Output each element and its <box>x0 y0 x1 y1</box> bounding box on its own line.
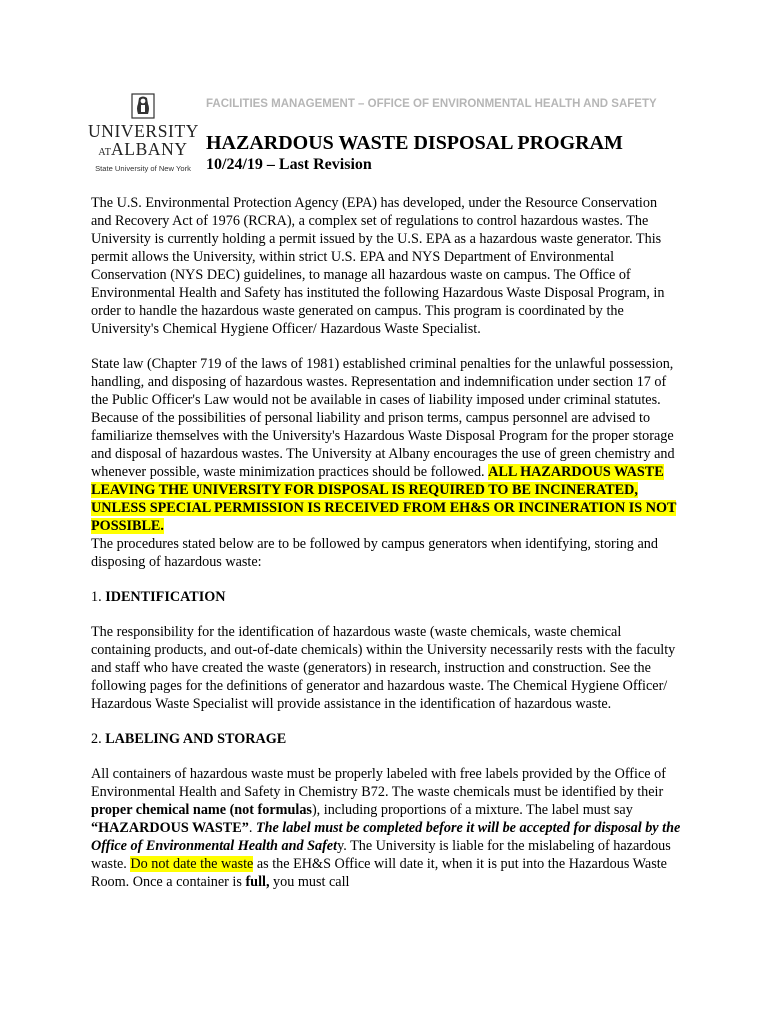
section-2-text: All containers of hazardous waste must be properly labeled with free labels provided by the Office of Environmental Health and Safety in Chemistry B72. The waste chemicals must be identified by their proper chemical name (not formulas), including proportions of a mixture. The label must say “HAZARDOUS WASTE”. The label must be completed before it will be accepted for disposal by the Office of Environmental Health and Safety. The University is liable for the mislabeling of hazardous waste. Do not date the waste as the EH&S Office will date it, when it is put into the Hazardous Waste Room. Once a container is full, you must call <box>91 766 681 890</box>
logo-subtitle: State University of New York <box>95 164 191 173</box>
document-title: HAZARDOUS WASTE DISPOSAL PROGRAM <box>206 132 623 154</box>
section-1-text: The responsibility for the identification of hazardous waste (waste chemicals, waste chemical containing products, and out-of-date chemicals) within the University necessarily rests with the faculty and staff who have created the waste (generators) in research, instruction and construction. See the following pages for the definitions of generator and hazardous waste. The Chemical Hygiene Officer/ Hazardous Waste Specialist will provide assistance in the identification of hazardous waste. <box>91 624 676 712</box>
document-body <box>91 194 681 908</box>
university-logo <box>88 92 198 173</box>
department-heading: FACILITIES MANAGEMENT – OFFICE OF ENVIRONMENTAL HEALTH AND SAFETY <box>206 98 657 110</box>
do-not-date-notice: Do not date the waste <box>130 856 254 872</box>
intro-paragraph-2: State law (Chapter 719 of the laws of 1981) established criminal penalties for the unlawful possession, handling, and disposing of hazardous wastes. Representation and indemnification under section 17 of the Public Officer's Law would not be available in cases of liability imposed under criminal statutes. Because of the possibilities of personal liability and prison terms, campus personnel are advised to familiarize themselves with the University's Hazardous Waste Disposal Program for the proper storage and disposal of hazardous wastes. The University at Albany encourages the use of green chemistry and whenever possible, waste minimization practices should be followed. ALL HAZARDOUS WASTE LEAVING THE UNIVERSITY FOR DISPOSAL IS REQUIRED TO BE INCINERATED, UNLESS SPECIAL PERMISSION IS RECEIVED FROM EH&S OR INCINERATION IS NOT POSSIBLE. The procedures stated below are to be followed by campus generators when identifying, storing and disposing of hazardous waste: <box>91 356 677 570</box>
section-1-heading: 1. IDENTIFICATION <box>91 589 226 605</box>
logo-albany-text: ATALBANY <box>98 139 188 159</box>
minerva-seal-icon <box>130 92 156 120</box>
incineration-notice: ALL HAZARDOUS WASTE LEAVING THE UNIVERSITY FOR DISPOSAL IS REQUIRED TO BE INCINERATED, UNLESS SPECIAL PERMISSION IS RECEIVED FROM EH&S OR INCINERATION IS NOT POSSIBLE. <box>91 464 677 534</box>
logo-university-text: UNIVERSITY <box>88 121 199 141</box>
revision-date: 10/24/19 – Last Revision <box>206 156 372 173</box>
section-2-heading: 2. LABELING AND STORAGE <box>91 731 287 747</box>
intro-paragraph-1: The U.S. Environmental Protection Agency (EPA) has developed, under the Resource Conservation and Recovery Act of 1976 (RCRA), a complex set of regulations to control hazardous wastes. The University is currently holding a permit issued by the U.S. EPA as a hazardous waste generator. This permit allows the University, within strict U.S. EPA and NYS Department of Environmental Conservation (NYS DEC) guidelines, to manage all hazardous waste on campus. The Office of Environmental Health and Safety has instituted the following Hazardous Waste Disposal Program, in order to handle the hazardous waste generated on campus. This program is coordinated by the University's Chemical Hygiene Officer/ Hazardous Waste Specialist. <box>91 195 665 337</box>
